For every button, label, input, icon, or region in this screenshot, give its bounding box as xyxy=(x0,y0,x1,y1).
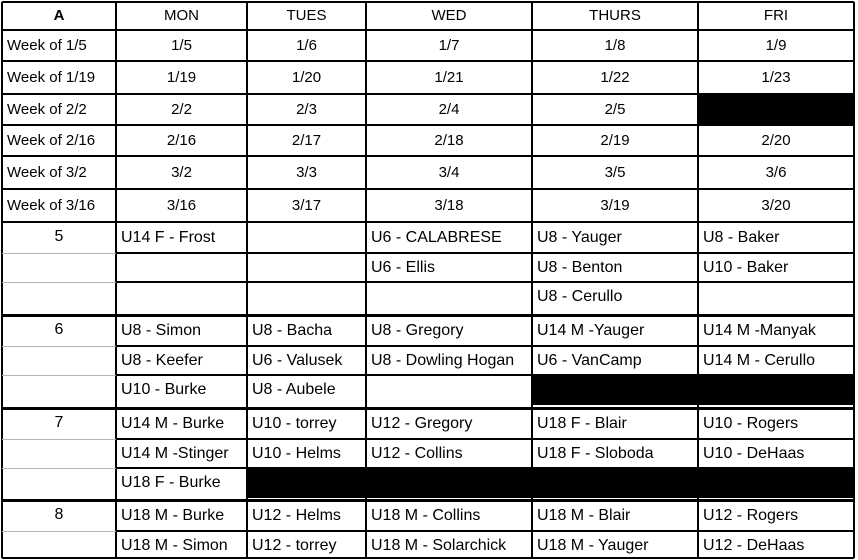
week-label[interactable]: Week of 3/2 xyxy=(7,164,87,181)
date-cell[interactable]: 2/16 xyxy=(166,132,197,149)
team-cell[interactable]: U12 - DeHaas xyxy=(703,537,805,554)
team-cell[interactable]: U12 - torrey xyxy=(252,537,337,554)
grid-line-horizontal xyxy=(2,124,854,126)
date-cell[interactable]: 1/8 xyxy=(604,37,626,54)
date-cell[interactable]: 3/20 xyxy=(761,197,791,214)
week-label[interactable]: Week of 3/16 xyxy=(7,197,96,214)
date-cell[interactable]: 1/21 xyxy=(434,69,464,86)
grid-line-horizontal xyxy=(2,314,854,317)
team-cell[interactable]: U18 F - Burke xyxy=(121,474,221,491)
grid-line-vertical xyxy=(246,2,248,558)
team-cell[interactable]: U8 - Aubele xyxy=(252,381,336,398)
date-cell[interactable]: 2/20 xyxy=(761,132,791,149)
date-cell[interactable]: 3/5 xyxy=(604,164,626,181)
team-cell[interactable]: U18 F - Sloboda xyxy=(537,445,654,462)
team-cell[interactable]: U8 - Benton xyxy=(537,259,623,276)
date-cell[interactable]: 1/19 xyxy=(166,69,197,86)
day-header[interactable]: THURS xyxy=(589,7,641,24)
team-cell[interactable]: U14 F - Frost xyxy=(121,229,216,246)
team-cell[interactable]: U6 - CALABRESE xyxy=(371,229,502,246)
team-cell[interactable]: U8 - Simon xyxy=(121,322,202,339)
team-cell[interactable]: U14 M -Manyak xyxy=(703,322,816,339)
grid-line-horizontal xyxy=(2,188,854,190)
week-label[interactable]: Week of 2/2 xyxy=(7,101,87,118)
team-cell[interactable]: U18 M - Solarchick xyxy=(371,537,507,554)
team-cell[interactable]: U6 - Valusek xyxy=(252,352,343,369)
grid-line-horizontal xyxy=(116,281,854,283)
team-cell[interactable]: U12 - Gregory xyxy=(371,415,473,432)
team-cell[interactable]: U12 - Collins xyxy=(371,445,463,462)
day-header[interactable]: TUES xyxy=(286,7,327,24)
grid-line-vertical xyxy=(365,2,367,558)
grid-line-horizontal xyxy=(116,438,854,440)
grid-line-vertical xyxy=(853,2,855,558)
date-cell[interactable]: 3/6 xyxy=(765,164,787,181)
team-cell[interactable]: U18 M - Burke xyxy=(121,507,225,524)
date-cell[interactable]: 2/18 xyxy=(434,132,464,149)
team-cell[interactable]: U10 - torrey xyxy=(252,415,337,432)
date-cell[interactable]: 2/4 xyxy=(438,101,460,118)
grid-line-horizontal xyxy=(2,499,854,502)
team-cell[interactable]: U8 - Bacha xyxy=(252,322,333,339)
grid-line-horizontal xyxy=(2,93,854,95)
team-cell[interactable]: U10 - DeHaas xyxy=(703,445,805,462)
date-cell[interactable]: 3/16 xyxy=(166,197,197,214)
date-cell[interactable]: 1/22 xyxy=(600,69,630,86)
grid-line-horizontal xyxy=(2,557,854,559)
grid-line-horizontal xyxy=(2,155,854,157)
grid-line-horizontal xyxy=(2,221,854,223)
team-cell[interactable]: U10 - Helms xyxy=(252,445,341,462)
date-cell[interactable]: 3/17 xyxy=(291,197,322,214)
grid-line-horizontal xyxy=(2,407,854,410)
week-label[interactable]: Week of 1/5 xyxy=(7,37,87,54)
team-cell[interactable]: U12 - Helms xyxy=(252,507,341,524)
date-cell[interactable]: 2/3 xyxy=(296,101,317,118)
day-header[interactable]: WED xyxy=(431,7,467,24)
team-cell[interactable]: U18 M - Blair xyxy=(537,507,631,524)
grid-line-vertical xyxy=(531,2,533,558)
time-slot-label[interactable]: 8 xyxy=(54,506,64,523)
team-cell[interactable]: U14 M -Stinger xyxy=(121,445,229,462)
day-header[interactable]: MON xyxy=(164,7,199,24)
date-cell[interactable]: 3/19 xyxy=(600,197,630,214)
date-cell[interactable]: 2/5 xyxy=(604,101,626,118)
team-cell[interactable]: U8 - Dowling Hogan xyxy=(371,352,515,369)
grid-line-horizontal xyxy=(2,468,116,469)
date-cell[interactable]: 1/6 xyxy=(296,37,317,54)
date-cell[interactable]: 2/19 xyxy=(600,132,630,149)
grid-line-horizontal xyxy=(2,531,116,532)
team-cell[interactable]: U12 - Rogers xyxy=(703,507,799,524)
team-cell[interactable]: U10 - Baker xyxy=(703,259,789,276)
team-cell[interactable]: U18 M - Simon xyxy=(121,537,228,554)
grid-line-horizontal xyxy=(2,253,116,254)
date-cell[interactable]: 3/4 xyxy=(438,164,460,181)
team-cell[interactable]: U8 - Baker xyxy=(703,229,780,246)
grid-line-horizontal xyxy=(2,346,116,347)
time-slot-label[interactable]: 7 xyxy=(54,414,64,431)
date-cell[interactable]: 1/5 xyxy=(171,37,192,54)
grid-line-horizontal xyxy=(116,530,854,532)
date-cell[interactable]: 1/7 xyxy=(438,37,460,54)
team-cell[interactable]: U18 M - Collins xyxy=(371,507,481,524)
date-cell[interactable]: 3/2 xyxy=(171,164,192,181)
date-cell[interactable]: 2/2 xyxy=(171,101,192,118)
date-cell[interactable]: 3/18 xyxy=(434,197,464,214)
grid-line-horizontal xyxy=(2,439,116,440)
date-cell[interactable]: 2/17 xyxy=(291,132,322,149)
blocked-slot-cell xyxy=(698,375,854,405)
grid-line-vertical xyxy=(1,2,3,558)
grid-line-horizontal xyxy=(2,29,854,31)
team-cell[interactable]: U8 - Cerullo xyxy=(537,288,623,305)
team-cell[interactable]: U10 - Burke xyxy=(121,381,207,398)
blocked-slot-cell xyxy=(698,468,854,498)
grid-line-horizontal xyxy=(2,1,854,3)
grid-line-horizontal xyxy=(2,60,854,62)
team-cell[interactable]: U6 - Ellis xyxy=(371,259,436,276)
team-cell[interactable]: U10 - Rogers xyxy=(703,415,799,432)
grid-line-horizontal xyxy=(2,375,116,376)
team-cell[interactable]: U14 M - Burke xyxy=(121,415,225,432)
time-slot-label[interactable]: 5 xyxy=(54,228,64,245)
week-label[interactable]: Week of 1/19 xyxy=(7,69,96,86)
blocked-slot-cell xyxy=(532,468,698,498)
team-cell[interactable]: U6 - VanCamp xyxy=(537,352,642,369)
corner-label[interactable]: A xyxy=(53,7,65,24)
day-header[interactable]: FRI xyxy=(763,7,789,24)
grid-line-vertical xyxy=(115,2,117,558)
grid-line-horizontal xyxy=(116,467,854,469)
blocked-slot-cell xyxy=(532,375,698,405)
team-cell[interactable]: U14 M -Yauger xyxy=(537,322,645,339)
team-cell[interactable]: U18 F - Blair xyxy=(537,415,627,432)
grid-line-horizontal xyxy=(116,345,854,347)
team-cell[interactable]: U18 M - Yauger xyxy=(537,537,649,554)
team-cell[interactable]: U8 - Yauger xyxy=(537,229,622,246)
team-cell[interactable]: U8 - Keefer xyxy=(121,352,203,369)
grid-line-horizontal xyxy=(116,252,854,254)
date-cell[interactable]: 1/9 xyxy=(765,37,787,54)
team-cell[interactable]: U8 - Gregory xyxy=(371,322,464,339)
grid-line-horizontal xyxy=(2,282,116,283)
week-label[interactable]: Week of 2/16 xyxy=(7,132,96,149)
blocked-date-cell xyxy=(698,94,854,125)
blocked-slot-cell xyxy=(247,468,366,498)
date-cell[interactable]: 1/23 xyxy=(761,69,791,86)
blocked-slot-cell xyxy=(366,468,532,498)
grid-line-horizontal xyxy=(116,374,854,376)
grid-line-vertical xyxy=(697,2,699,558)
date-cell[interactable]: 1/20 xyxy=(291,69,322,86)
time-slot-label[interactable]: 6 xyxy=(54,321,64,338)
team-cell[interactable]: U14 M - Cerullo xyxy=(703,352,816,369)
date-cell[interactable]: 3/3 xyxy=(296,164,317,181)
